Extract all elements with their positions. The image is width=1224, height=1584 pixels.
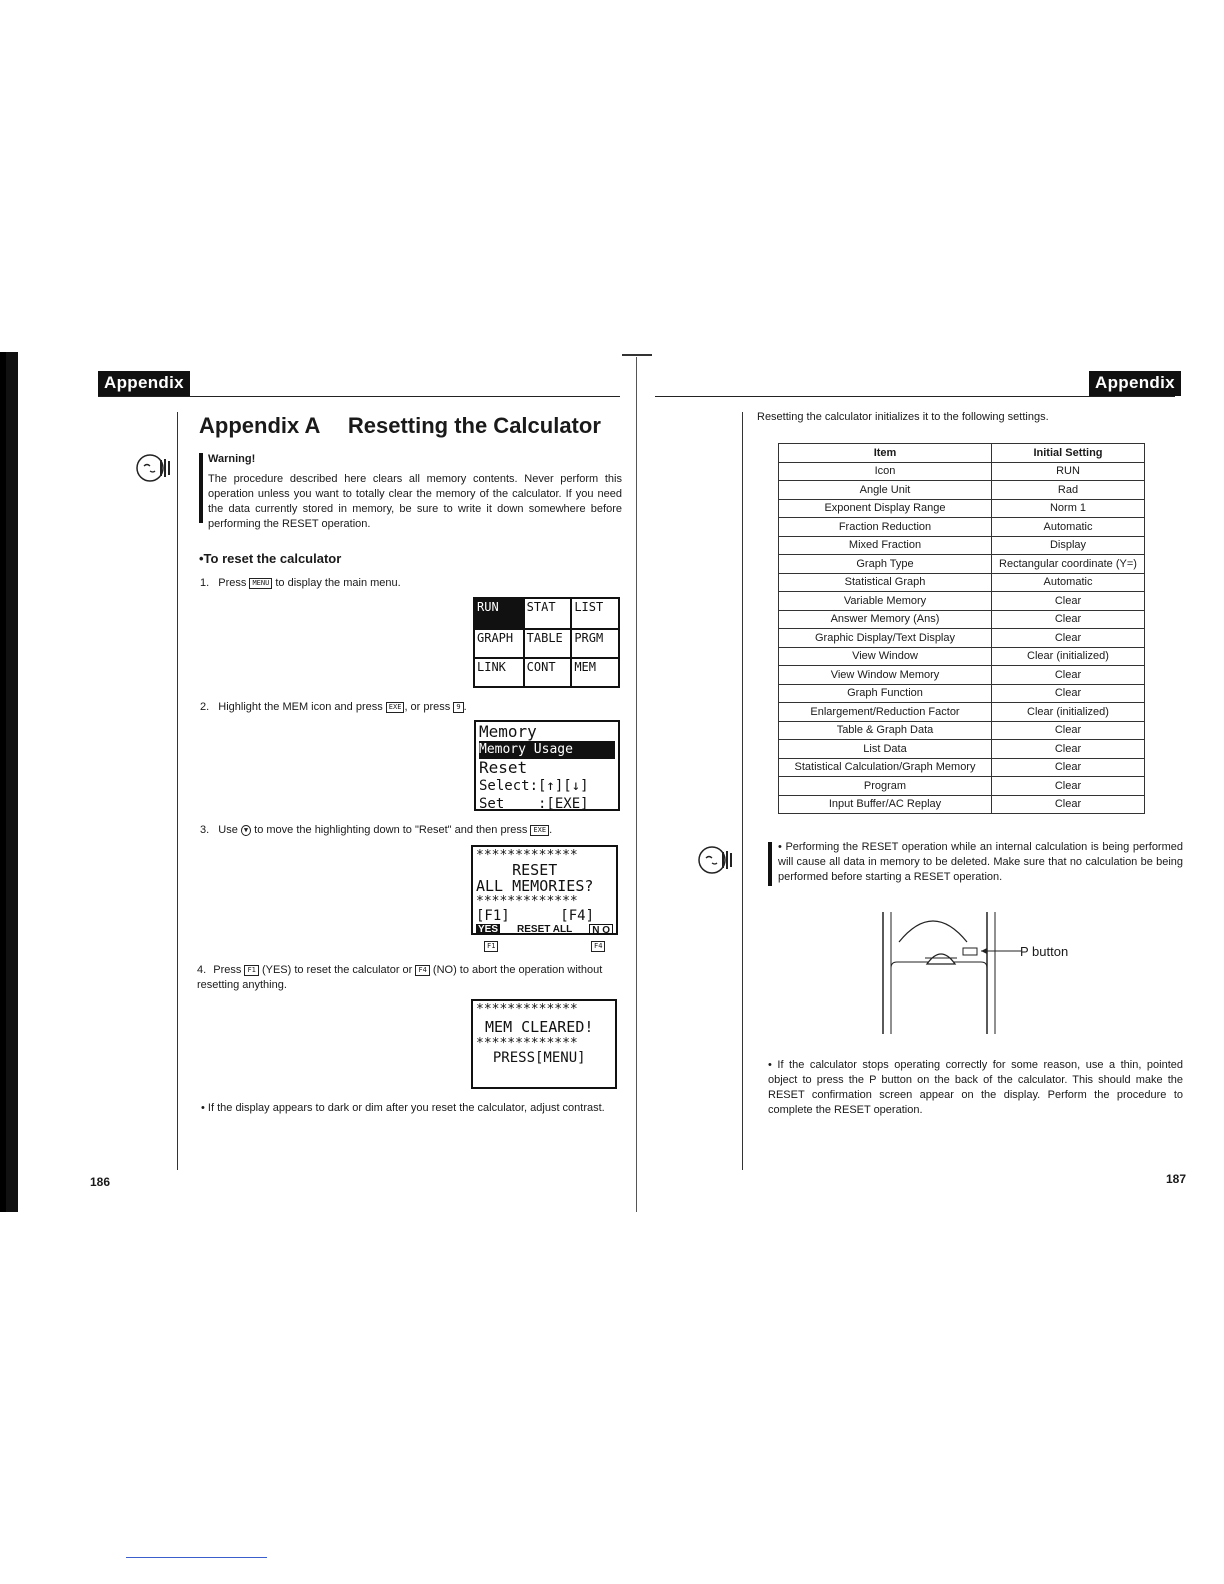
header-item: Item [779,444,992,463]
step-4 [197,963,622,993]
setting-item-cell: Table & Graph Data [779,721,992,740]
table-header-row [779,444,1145,463]
table-row [779,481,1145,500]
screen-line: ************* [476,848,578,863]
setting-item-cell: Statistical Graph [779,573,992,592]
page-gutter [636,357,637,1212]
intro-text: Resetting the calculator initializes it to the following settings. [757,411,1049,423]
screen-line: ************* [476,1002,578,1017]
table-row [779,684,1145,703]
setting-value-cell: Automatic [992,518,1145,537]
menu-key-icon: MENU [249,578,272,589]
screen-line: RESET [476,861,558,879]
step-text: to display the main menu. [275,577,401,589]
setting-value-cell: Clear [992,592,1145,611]
warning-bar [768,842,772,886]
table-row [779,518,1145,537]
setting-item-cell: View Window Memory [779,666,992,685]
page-number-right: 187 [1166,1172,1187,1186]
table-row [779,777,1145,796]
warning-text: The procedure described here clears all memory contents. Never perform this operation unless you want to totally clear the memory of the calculator. If you need the data currently stored in memory, be sure to write it down somewhere before performing the RESET operation. [208,473,622,530]
table-row [779,703,1145,722]
table-row [779,721,1145,740]
p-button-note [768,1058,1183,1118]
screen-line: Reset [479,758,528,777]
table-row [779,536,1145,555]
setting-value-cell: Clear [992,740,1145,759]
note-text: Performing the RESET operation while an internal calculation is being performed will cause all data in memory to be deleted. Make sure that no calculation be being performed before starting a RESET operation. [778,841,1183,883]
screen-line: PRESS[MENU] [476,1050,586,1066]
step-number: 4. [197,964,207,976]
setting-value-cell: Clear [992,666,1145,685]
table-row [779,499,1145,518]
title-prefix: Appendix A [199,413,320,438]
step-text: , or press [404,701,451,713]
table-row [779,555,1145,574]
setting-value-cell: Clear [992,629,1145,648]
bullet: • [768,1059,772,1071]
setting-item-cell: Program [779,777,992,796]
caution-hand-icon [696,843,736,877]
step-text: Use [218,824,238,836]
setting-value-cell: Rectangular coordinate (Y=) [992,555,1145,574]
softkey-no: N O [589,924,613,935]
setting-item-cell: Mixed Fraction [779,536,992,555]
screen-line: ************* [476,894,578,909]
setting-value-cell: Clear [992,684,1145,703]
footer-underline [126,1557,267,1558]
setting-item-cell: Graph Function [779,684,992,703]
setting-value-cell: Clear (initialized) [992,647,1145,666]
right-margin-rule [742,412,743,1170]
table-row [779,647,1145,666]
warning-heading: Warning! [208,453,256,465]
p-button-label: P button [1020,944,1069,959]
setting-value-cell: Norm 1 [992,499,1145,518]
screen-line: [F1] [F4] [476,908,595,924]
setting-item-cell: Fraction Reduction [779,518,992,537]
table-row [779,462,1145,481]
softkey-label: RESET ALL [517,924,573,935]
gutter-mark [622,354,652,356]
menu-cell-mem: MEM [570,657,618,686]
reset-confirm-screen [471,845,618,935]
step-text: (NO) to abort the operation without resetting anything. [197,964,603,991]
setting-item-cell: Graphic Display/Text Display [779,629,992,648]
f4-key-icon: F4 [415,965,429,976]
caution-hand-icon [134,451,174,485]
table-row [779,610,1145,629]
f1-key-icon: F1 [484,941,498,952]
setting-item-cell: List Data [779,740,992,759]
setting-item-cell: Angle Unit [779,481,992,500]
setting-item-cell: Exponent Display Range [779,499,992,518]
header-rule-right [655,396,1175,397]
step-number: 2. [200,701,210,713]
subheading: •To reset the calculator [199,551,342,566]
reset-warning-note [778,840,1183,885]
memory-menu-screen [474,720,620,811]
screen-line: Select:[↑][↓] [479,778,589,794]
table-row [779,666,1145,685]
menu-cell-run: RUN [475,599,523,628]
step-3 [200,823,552,838]
setting-value-cell: Clear [992,795,1145,814]
bullet: • [778,841,782,853]
title-text: Resetting the Calculator [347,413,601,438]
screen-line: Set :[EXE] [479,796,589,811]
mem-cleared-screen [471,999,617,1089]
table-row [779,758,1145,777]
setting-value-cell: Clear [992,721,1145,740]
step-text: . [549,824,553,836]
setting-item-cell: Statistical Calculation/Graph Memory [779,758,992,777]
setting-value-cell: Clear (initialized) [992,703,1145,722]
table-row [779,592,1145,611]
nine-key-icon: 9 [453,702,463,713]
table-row [779,629,1145,648]
header-rule-left [98,396,620,397]
step-text: (YES) to reset the calculator or [261,964,413,976]
menu-cell-stat: STAT [523,599,571,628]
setting-value-cell: Clear [992,610,1145,629]
setting-item-cell: Input Buffer/AC Replay [779,795,992,814]
appendix-tag-right: Appendix [1089,371,1181,396]
setting-value-cell: Rad [992,481,1145,500]
softkey-yes: YES [476,924,500,935]
menu-cell-table: TABLE [523,628,571,657]
step-text: Press [213,964,242,976]
step-number: 3. [200,824,210,836]
main-menu-screen [473,597,620,688]
p-button-diagram [875,908,1055,1038]
table-row [779,740,1145,759]
setting-item-cell: Graph Type [779,555,992,574]
step-2 [200,700,467,715]
appendix-tag-left: Appendix [98,371,190,396]
page-number-left: 186 [90,1175,111,1189]
menu-cell-prgm: PRGM [570,628,618,657]
exe-key-icon: EXE [530,825,549,836]
setting-value-cell: Automatic [992,573,1145,592]
step-1 [200,576,401,591]
setting-value-cell: Clear [992,758,1145,777]
binding-edge-dark [0,352,6,1212]
warning-bar [199,453,203,523]
screen-line: MEM CLEARED! [476,1018,594,1036]
header-initial-setting: Initial Setting [992,444,1145,463]
setting-item-cell: Enlargement/Reduction Factor [779,703,992,722]
table-row [779,795,1145,814]
left-margin-rule [177,412,178,1170]
step-number: 1. [200,577,210,589]
screen-line: Memory [479,722,537,741]
setting-item-cell: Variable Memory [779,592,992,611]
menu-cell-link: LINK [475,657,523,686]
menu-cell-list: LIST [570,599,618,628]
screen-line: ************* [476,1036,578,1051]
bullet: • [201,1102,205,1114]
screen-line-highlight: Memory Usage [479,741,615,759]
f4-key-icon: F4 [591,941,605,952]
f1-key-icon: F1 [244,965,258,976]
screen-line: ALL MEMORIES? [476,877,594,895]
initial-settings-table [778,443,1145,814]
step-text: Press [218,577,247,589]
note-text: If the calculator stops operating correctly for some reason, use a thin, pointed object to press the P button on the back of the calculator. This should make the RESET confirmation screen appear on the display. Perform the procedure to complete the RESET operation. [768,1059,1183,1116]
step-text: Highlight the MEM icon and press [218,701,383,713]
setting-item-cell: Icon [779,462,992,481]
step-text: . [463,701,467,713]
setting-value-cell: Clear [992,777,1145,796]
setting-value-cell: Display [992,536,1145,555]
menu-cell-graph: GRAPH [475,628,523,657]
step-text: to move the highlighting down to "Reset" and then press [254,824,528,836]
table-row [779,573,1145,592]
down-arrow-key-icon: ▼ [241,825,251,836]
note-text: If the display appears to dark or dim after you reset the calculator, adjust contrast. [207,1102,605,1114]
setting-item-cell: Answer Memory (Ans) [779,610,992,629]
contrast-note [201,1101,626,1116]
menu-cell-cont: CONT [523,657,571,686]
exe-key-icon: EXE [386,702,405,713]
setting-value-cell: RUN [992,462,1145,481]
page-title [199,413,601,439]
setting-item-cell: View Window [779,647,992,666]
